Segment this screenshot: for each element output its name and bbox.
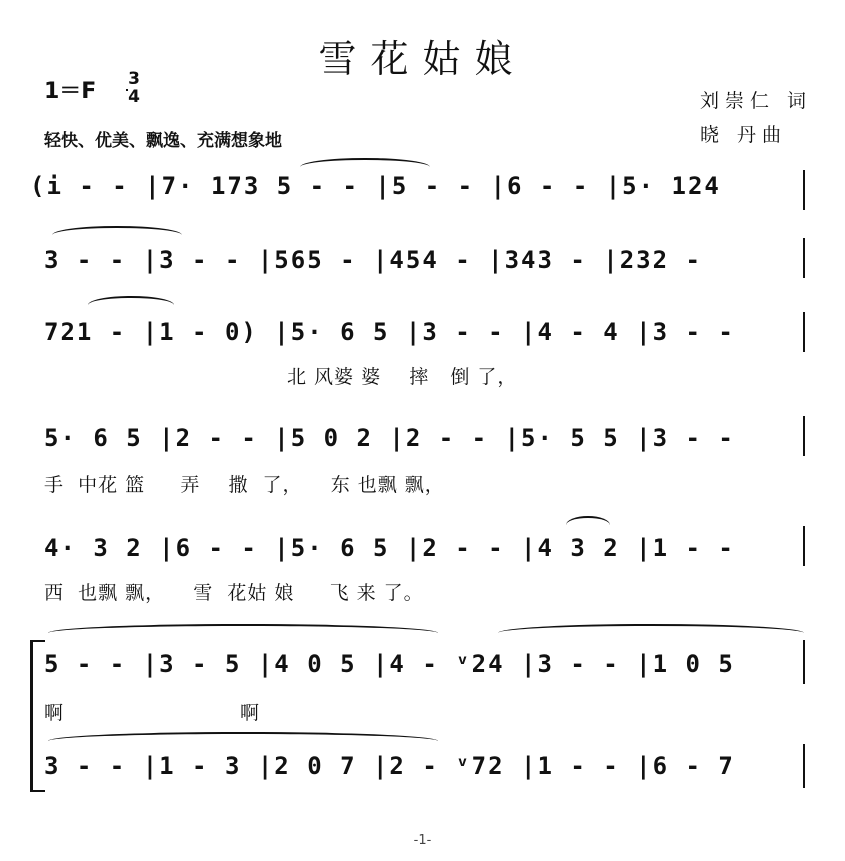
key-signature: 1＝F	[44, 79, 97, 104]
time-sig-top: 3	[128, 69, 140, 89]
barline-end-1	[803, 170, 805, 210]
lyrics-line-5: 西 也飘 飘， 雪 花姑 娘 飞 来 了。	[44, 582, 424, 604]
lyrics-line-4: 手 中花 篮 弄 撒 了， 东 也飘 飘，	[44, 474, 445, 496]
score-line-1	[30, 172, 820, 232]
notes-line-6: 5 - - |3 - 5 |4 0 5 |4 - ᵛ24 |3 - - |1 0 5	[44, 650, 735, 678]
slur-mark	[300, 158, 430, 176]
notes-line-1: (i - - |7· 173 5 - - |5 - - |6 - - |5· 124	[30, 172, 721, 200]
notes-line-4: 5· 6 5 |2 - - |5 0 2 |2 - - |5· 5 5 |3 - -	[44, 424, 735, 452]
notes-line-2: 3 - - |3 - - |565 - |454 - |343 - |232 -	[44, 246, 702, 274]
time-signature	[126, 70, 142, 106]
score-line-7	[44, 752, 824, 812]
notes-line-5: 4· 3 2 |6 - - |5· 6 5 |2 - - |4 3 2 |1 - -	[44, 534, 735, 562]
barline-end-2	[803, 238, 805, 278]
page-title: 雪花姑娘	[318, 37, 527, 81]
slur-mark	[88, 296, 174, 314]
time-sig-bar	[126, 89, 128, 91]
page-number: -1-	[413, 833, 432, 848]
barline-end-3	[803, 312, 805, 352]
barline-end-5	[803, 526, 805, 566]
lyrics-line-3: 北 风婆 婆 摔 倒 了，	[287, 366, 518, 388]
lyrics-line-6: 啊 啊	[44, 702, 260, 724]
barline-end-6	[803, 640, 805, 684]
score-line-2	[44, 246, 824, 306]
composer-credit: 晓 丹曲	[700, 124, 788, 146]
notes-line-3: 721 - |1 - 0) |5· 6 5 |3 - - |4 - 4 |3 - -	[44, 318, 735, 346]
time-sig-bottom: 4	[128, 87, 140, 107]
barline-end-4	[803, 416, 805, 456]
barline-end-7	[803, 744, 805, 788]
notes-line-7: 3 - - |1 - 3 |2 0 7 |2 - ᵛ72 |1 - - |6 - 7	[44, 752, 735, 780]
tempo-marking: 轻快、优美、飘逸、充满想象地	[44, 131, 282, 151]
system-brace	[30, 640, 45, 792]
lyricist-credit: 刘崇仁 词	[700, 90, 813, 112]
slur-mark	[566, 516, 610, 534]
slur-mark	[498, 624, 804, 642]
slur-mark	[48, 732, 438, 750]
slur-mark	[48, 624, 438, 642]
slur-mark	[52, 226, 182, 244]
